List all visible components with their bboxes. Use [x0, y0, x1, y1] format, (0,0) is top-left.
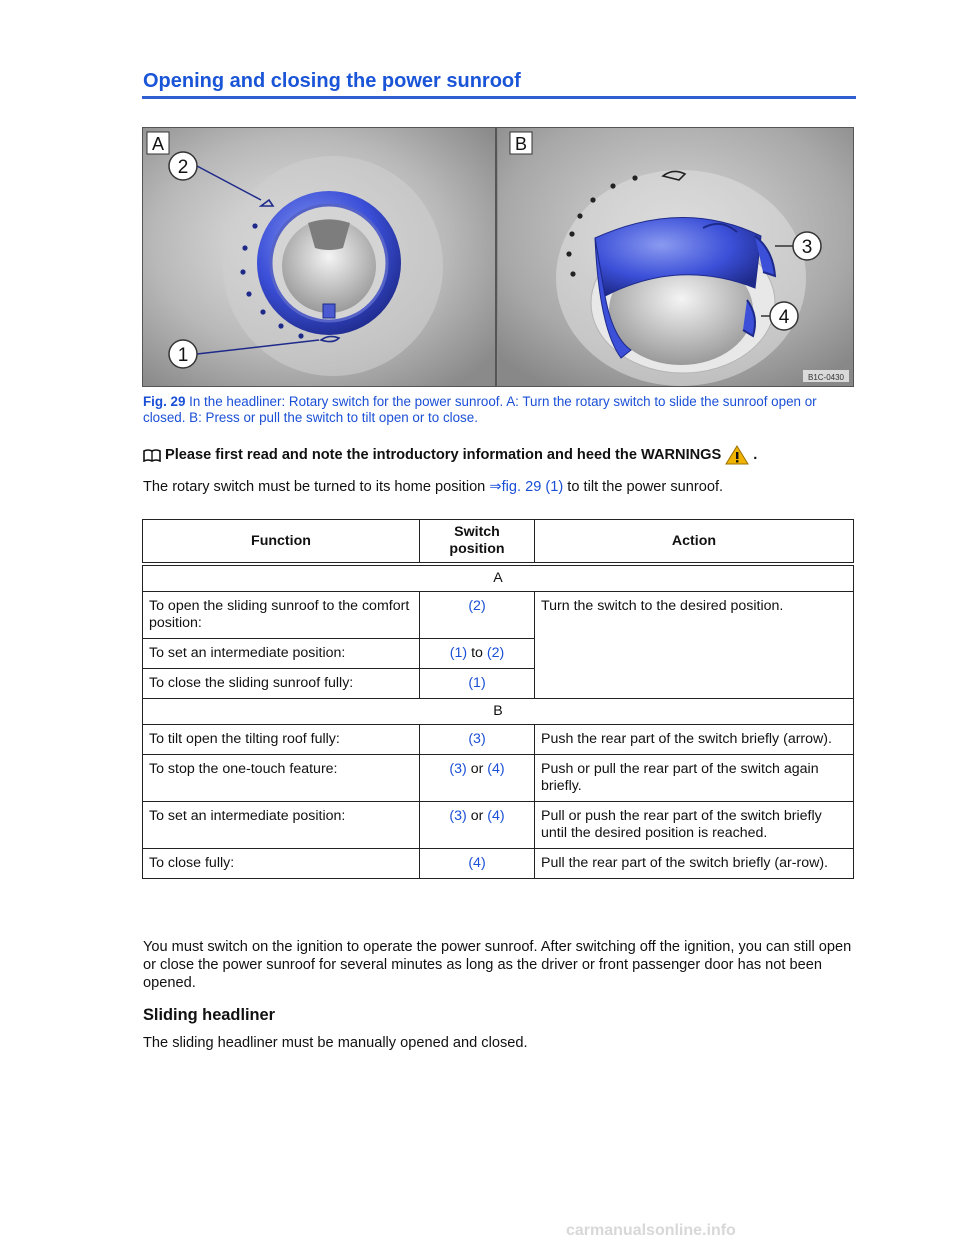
function-cell: To stop the one-touch feature:: [143, 755, 420, 802]
arrow-icon: ⇒: [489, 479, 502, 495]
figure-label: Fig. 29: [143, 394, 186, 409]
position-cell: [420, 725, 535, 755]
ignition-paragraph: You must switch on the ignition to operate the power sunroof. After switching off the ignition, you can still open or close the power sunroof for several minutes as long as the driver or front passenger door has not been opened.: [143, 939, 852, 991]
table-row: [143, 592, 854, 639]
table-header-row: [143, 520, 854, 565]
position-link[interactable]: (4): [468, 855, 486, 871]
position-joiner: or: [466, 808, 488, 824]
function-cell: To set an intermediate position:: [143, 802, 420, 849]
callout-1: 1: [177, 345, 189, 366]
action-cell: Pull or push the rear part of the switch briefly until the desired position is reached.: [535, 802, 854, 849]
function-cell: To close the sliding sunroof fully:: [143, 669, 420, 699]
title-rule: [142, 96, 856, 99]
function-cell: To tilt open the tilting roof fully:: [143, 725, 420, 755]
position-link[interactable]: (3): [449, 761, 467, 777]
table-row: [143, 849, 854, 879]
function-cell: To close fully:: [143, 849, 420, 879]
group-row-b: [143, 699, 854, 725]
position-link[interactable]: (4): [487, 761, 505, 777]
position-link[interactable]: (1): [449, 645, 468, 661]
position-joiner: or: [466, 761, 488, 777]
book-icon: [143, 449, 161, 462]
header-action: Action: [535, 520, 854, 565]
page-title: Opening and closing the power sunroof: [143, 70, 521, 92]
panel-b-label: B: [514, 134, 528, 154]
intro-note: [143, 445, 757, 465]
position-link[interactable]: (4): [487, 808, 505, 824]
panel-b-illustration: [498, 128, 853, 386]
function-cell: To set an intermediate position:: [143, 639, 420, 669]
group-row-a: [143, 564, 854, 592]
position-link[interactable]: (3): [449, 808, 467, 824]
position-cell: [420, 802, 535, 849]
home-para-after: to tilt the power sunroof.: [563, 479, 724, 495]
callout-2: 2: [177, 157, 189, 178]
home-para-before: The rotary switch must be turned to its home position: [143, 479, 490, 495]
intro-text: Please first read and note the introductory information and heed the WARNINGS: [165, 447, 722, 463]
table-row: [143, 755, 854, 802]
sliding-headliner-heading: Sliding headliner: [143, 1006, 276, 1024]
figure-caption: [143, 394, 843, 426]
panel-a-illustration: [143, 128, 495, 386]
position-cell: [420, 639, 535, 669]
caption-text: In the headliner: Rotary switch for the power sunroof. A: Turn the rotary switch to slide the sunroof open or closed. B: Press or pull the switch to tilt open or to close.: [143, 394, 817, 425]
action-cell: Push the rear part of the switch briefly (arrow).: [535, 725, 854, 755]
action-cell: Pull the rear part of the switch briefly (ar-row).: [535, 849, 854, 879]
position-link[interactable]: (2): [468, 598, 486, 614]
intro-suffix: .: [753, 447, 758, 463]
position-cell: [420, 755, 535, 802]
position-cell: [420, 849, 535, 879]
position-link[interactable]: (1): [468, 675, 486, 691]
position-cell: [420, 592, 535, 639]
action-cell: Push or pull the rear part of the switch again briefly.: [535, 755, 854, 802]
sliding-headliner-paragraph: The sliding headliner must be manually opened and closed.: [143, 1035, 528, 1051]
switch-position-table: [142, 519, 854, 879]
header-switch-position: Switch position: [420, 520, 535, 565]
group-b-label: B: [143, 699, 854, 725]
fig-link[interactable]: fig. 29 (1): [501, 479, 564, 495]
position-link[interactable]: (2): [486, 645, 505, 661]
table-row: [143, 802, 854, 849]
panel-a-label: A: [151, 134, 165, 154]
group-a-label: A: [143, 564, 854, 592]
position-joiner: to: [467, 645, 487, 661]
position-link[interactable]: (3): [468, 731, 486, 747]
callout-4: 4: [778, 307, 790, 328]
figure-29: [142, 127, 854, 387]
position-cell: [420, 669, 535, 699]
header-function: Function: [143, 520, 420, 565]
warning-icon: [725, 445, 749, 465]
function-cell: To open the sliding sunroof to the comfort position:: [143, 592, 420, 639]
callout-3: 3: [801, 237, 813, 258]
table-row: [143, 725, 854, 755]
watermark: carmanualsonline.info: [566, 1222, 736, 1239]
home-position-paragraph: [143, 478, 723, 495]
figure-code: B1C-0430: [807, 373, 845, 382]
action-cell: Turn the switch to the desired position.: [535, 592, 854, 699]
